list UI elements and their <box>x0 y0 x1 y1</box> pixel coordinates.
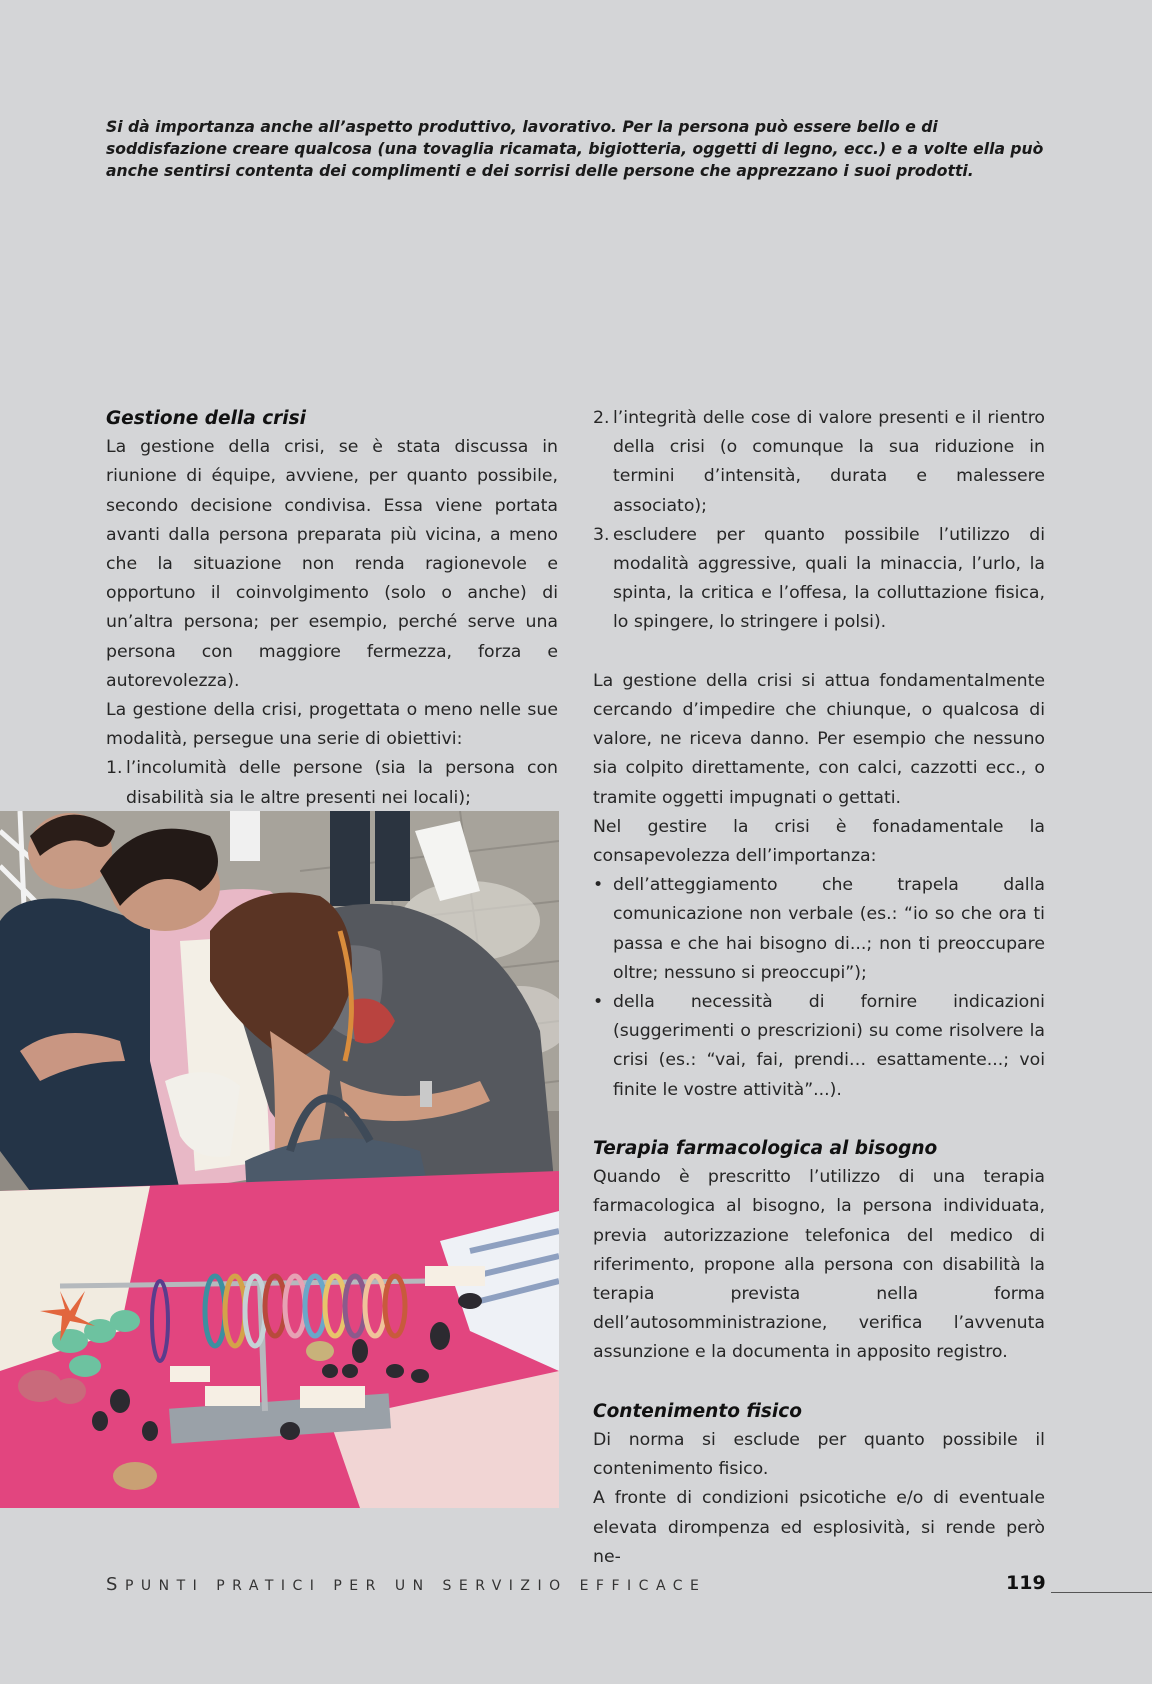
pharma-heading: Terapia farmacologica al bisogno <box>593 1138 938 1160</box>
page-number: 119 <box>1006 1572 1046 1594</box>
list-item <box>593 404 1045 521</box>
list-item <box>593 988 1045 1105</box>
list-item <box>106 754 558 812</box>
objectives-list-part-2 <box>593 404 1045 638</box>
objectives-list-part-1 <box>106 754 558 812</box>
crisis-paragraph-3: La gestione della crisi si attua fondamentalmente cercando d’impedire che chiunque, o qualcosa di valore, ne riceva danno. Per esempio che nessuno sia colpito direttamente, con calci, cazzotti ecc., o tramite oggetti impugnati o gettati. <box>593 670 1045 808</box>
list-item-text: l’incolumità delle persone (sia la persona con disabilità sia le altre presenti nei locali); <box>126 758 558 808</box>
right-column <box>593 404 1045 1572</box>
awareness-bullet-list <box>593 871 1045 1105</box>
restraint-paragraph-1: Di norma si esclude per quanto possibile il contenimento fisico. <box>593 1430 1045 1480</box>
footer-title-rest: PUNTI PRATICI PER UN SERVIZIO EFFICACE <box>124 1578 707 1594</box>
left-column <box>106 404 558 813</box>
list-item-text: escludere per quanto possibile l’utilizzo di modalità aggressive, quali la minaccia, l’urlo, la spinta, la critica e l’offesa, la colluttazione fisica, lo spingere, lo stringere i polsi). <box>613 524 1045 633</box>
crisis-paragraph-1: La gestione della crisi, se è stata discussa in riunione di équipe, avviene, per quanto possibile, secondo decisione condivisa. Essa viene portata avanti dalla persona preparata più vicina, a meno che la situazione non renda ragionevole e opportuno il coinvolgimento (solo o anche) di un’altra persona; per esempio, perché serve una persona con maggiore fermezza, forza e autorevolezza). <box>106 437 558 691</box>
bullet-icon: • <box>593 992 604 1013</box>
list-number: 1. <box>106 758 123 779</box>
list-item <box>593 521 1045 638</box>
list-number: 3. <box>593 524 610 545</box>
photo-illustration <box>0 811 559 1508</box>
list-item-text: l’integrità delle cose di valore presenti e il rientro della crisi (o comunque la sua riduzione in termini d’intensità, durata e malessere associato); <box>613 408 1045 516</box>
footer-title-initial: S <box>106 1574 125 1595</box>
market-stall-photo <box>0 811 559 1508</box>
crisis-heading: Gestione della crisi <box>106 408 306 429</box>
restraint-heading: Contenimento fisico <box>593 1400 802 1422</box>
pharma-paragraph: Quando è prescritto l’utilizzo di una terapia farmacologica al bisogno, la persona individuata, previa autorizzazione telefonica del medico di riferimento, propone alla persona con disabilità la terapia prevista nella forma dell’autosomministrazione, verifica l’avvenuta assunzione e la documenta in apposito registro. <box>593 1167 1045 1363</box>
crisis-paragraph-2: La gestione della crisi, progettata o meno nelle sue modalità, persegue una serie di obiettivi: <box>106 700 558 750</box>
list-item <box>593 871 1045 988</box>
crisis-paragraph-4: Nel gestire la crisi è fonadamentale la consapevolezza dell’importanza: <box>593 816 1045 867</box>
restraint-paragraph-2: A fronte di condizioni psicotiche e/o di eventuale elevata dirompenza ed esplosività, si rende però ne- <box>593 1488 1045 1567</box>
list-number: 2. <box>593 408 610 428</box>
list-item-text: dell’atteggiamento che trapela dalla comunicazione non verbale (es.: “io so che ora ti passa e che hai bisogno di...; non ti preoccupare oltre; nessuno si preoccupi”); <box>613 875 1045 983</box>
photo-caption: Si dà importanza anche all’aspetto produttivo, lavorativo. Per la persona può essere bello e di soddisfazione creare qualcosa (una tovaglia ricamata, bigiotteria, oggetti di legno, ecc.) e a volte ella può anche sentirsi contenta dei complimenti e dei sorrisi delle persone che apprezzano i suoi prodotti. <box>106 118 1044 180</box>
list-item-text: della necessità di fornire indicazioni (suggerimenti o prescrizioni) su come risolvere la crisi (es.: “vai, fai, prendi… esattamente...; voi finite le vostre attività”...). <box>613 992 1045 1100</box>
bullet-icon: • <box>593 875 604 896</box>
running-footer-title <box>106 1574 706 1595</box>
footer-rule <box>1051 1592 1152 1593</box>
